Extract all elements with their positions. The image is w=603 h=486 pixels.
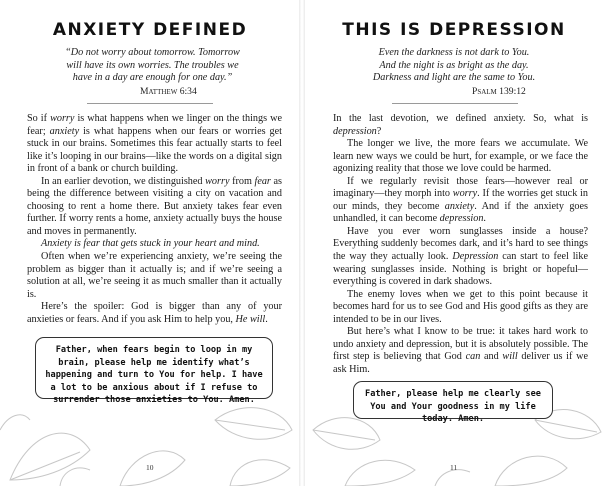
verse-line: And the night is as bright as the day.	[379, 59, 529, 71]
text-run: is what happens when our fears or worries get stuck in our brains. Sometimes this fear actually starts to feel like it’s looping in our brains—like the words on a digital sign in front of a bank or church building.	[27, 125, 282, 175]
text-run: .	[265, 313, 268, 325]
paragraph	[27, 301, 282, 326]
divider	[392, 103, 518, 104]
italic-text: depression	[333, 125, 377, 137]
right-page	[305, 0, 603, 486]
verse-reference: Matthew 6:34	[140, 86, 197, 97]
italic-text: fear	[254, 175, 271, 187]
divider	[87, 103, 213, 104]
paragraph	[27, 176, 282, 239]
text-run: The longer we live, the more fears we accumulate. We learn new ways we could be hurt, for example, or we face the agonizing reality that those we love could be harmed.	[333, 138, 588, 175]
italic-text: depression	[439, 213, 484, 225]
verse-quote	[345, 47, 563, 85]
italic-text: can	[465, 351, 481, 363]
text-run: The enemy loves when we get to this point because it becomes hard for us to see God and His good gifts as they are intended to be in our lives.	[333, 288, 588, 325]
paragraph	[27, 238, 282, 251]
paragraph	[333, 226, 588, 289]
verse-line: “Do not worry about tomorrow. Tomorrow	[65, 47, 240, 58]
text-run: In the last devotion, we defined anxiety. So, what is	[333, 113, 588, 124]
text-run: .	[483, 213, 486, 225]
text-run: is what happens when we linger on the things we fear;	[27, 113, 282, 137]
italic-text: will	[502, 351, 518, 363]
body-text	[27, 113, 282, 326]
verse-quote	[50, 47, 255, 85]
text-run: . If the worries get stuck in our minds, they become	[333, 188, 588, 212]
text-run: So if	[27, 113, 51, 124]
italic-text: anxiety	[444, 200, 475, 212]
paragraph	[333, 176, 588, 226]
paragraph	[333, 289, 588, 327]
text-run: Here’s the spoiler: God is bigger than any of your anxieties or fears. And if you ask Him to help you,	[27, 301, 282, 325]
text-run: ?	[376, 125, 382, 137]
verse-line: have in a day are enough for one day.”	[72, 72, 233, 84]
text-run: But here’s what I know to be true: it takes hard work to undo anxiety and depression, but it is absolutely possible. The first step is believing that God	[333, 326, 588, 363]
body-text	[333, 113, 588, 376]
text-run: and	[480, 351, 503, 363]
page-number: 10	[146, 463, 154, 472]
paragraph	[333, 138, 588, 176]
italic-text: worry	[452, 188, 478, 200]
italic-text: worry	[205, 175, 230, 187]
text-run: If we regularly revisit those fears—however real or imaginary—they morph into	[333, 175, 588, 200]
page-number: 11	[450, 463, 458, 472]
left-page	[0, 0, 300, 486]
text-run: from	[229, 175, 255, 187]
paragraph	[333, 113, 588, 138]
text-run: . And if the anxiety goes unhandled, it can become	[333, 200, 589, 225]
paragraph	[27, 251, 282, 301]
page-title: ANXIETY DEFINED	[52, 20, 248, 40]
text-run: can start to feel like wearing sunglasses inside. Nothing is bright or hopeful—everything is covered in dark shadows.	[333, 251, 588, 288]
italic-text: He will	[235, 313, 266, 325]
prayer-box: Father, when fears begin to loop in my brain, please help me identify what’s happening and turn to You for help. I have a lot to be anxious about if I refuse to surrender those anxieties to You. Amen.	[35, 337, 273, 399]
text-run: as being the difference between visiting a city on vacation and choosing to rent a home there. But anxiety takes fear even further. If worry rents a home, anxiety actually buys the house and moves in permanently.	[27, 175, 282, 237]
text-run: Have you ever worn sunglasses inside a house? Everything suddenly becomes dark, and it’s hard to see things the way they actually look.	[333, 225, 588, 263]
italic-text: Depression	[452, 251, 499, 263]
prayer-box: Father, please help me clearly see You and Your goodness in my life today. Amen.	[353, 381, 553, 419]
page-title: THIS IS DEPRESSION	[342, 20, 566, 40]
paragraph	[27, 113, 282, 176]
verse-reference: Psalm 139:12	[472, 86, 526, 97]
text-run: In an earlier devotion, we distinguished	[41, 175, 206, 187]
verse-line: Darkness and light are the same to You.	[372, 72, 536, 84]
paragraph	[333, 326, 588, 376]
verse-line: Even the darkness is not dark to You.	[378, 47, 530, 58]
italic-text: anxiety	[49, 125, 80, 137]
italic-text: worry	[50, 113, 75, 124]
text-run: Often when we’re experiencing anxiety, we’re seeing the problem as bigger than it actually is; and if we’re seeing a solution at all, we’re seeing it as much smaller than it actually is.	[27, 251, 282, 300]
text-run: deliver us if we ask Him.	[333, 351, 588, 375]
italic-text: Anxiety is fear that gets stuck in your heart and mind.	[41, 238, 260, 250]
verse-line: will have its own worries. The troubles we	[66, 59, 239, 71]
